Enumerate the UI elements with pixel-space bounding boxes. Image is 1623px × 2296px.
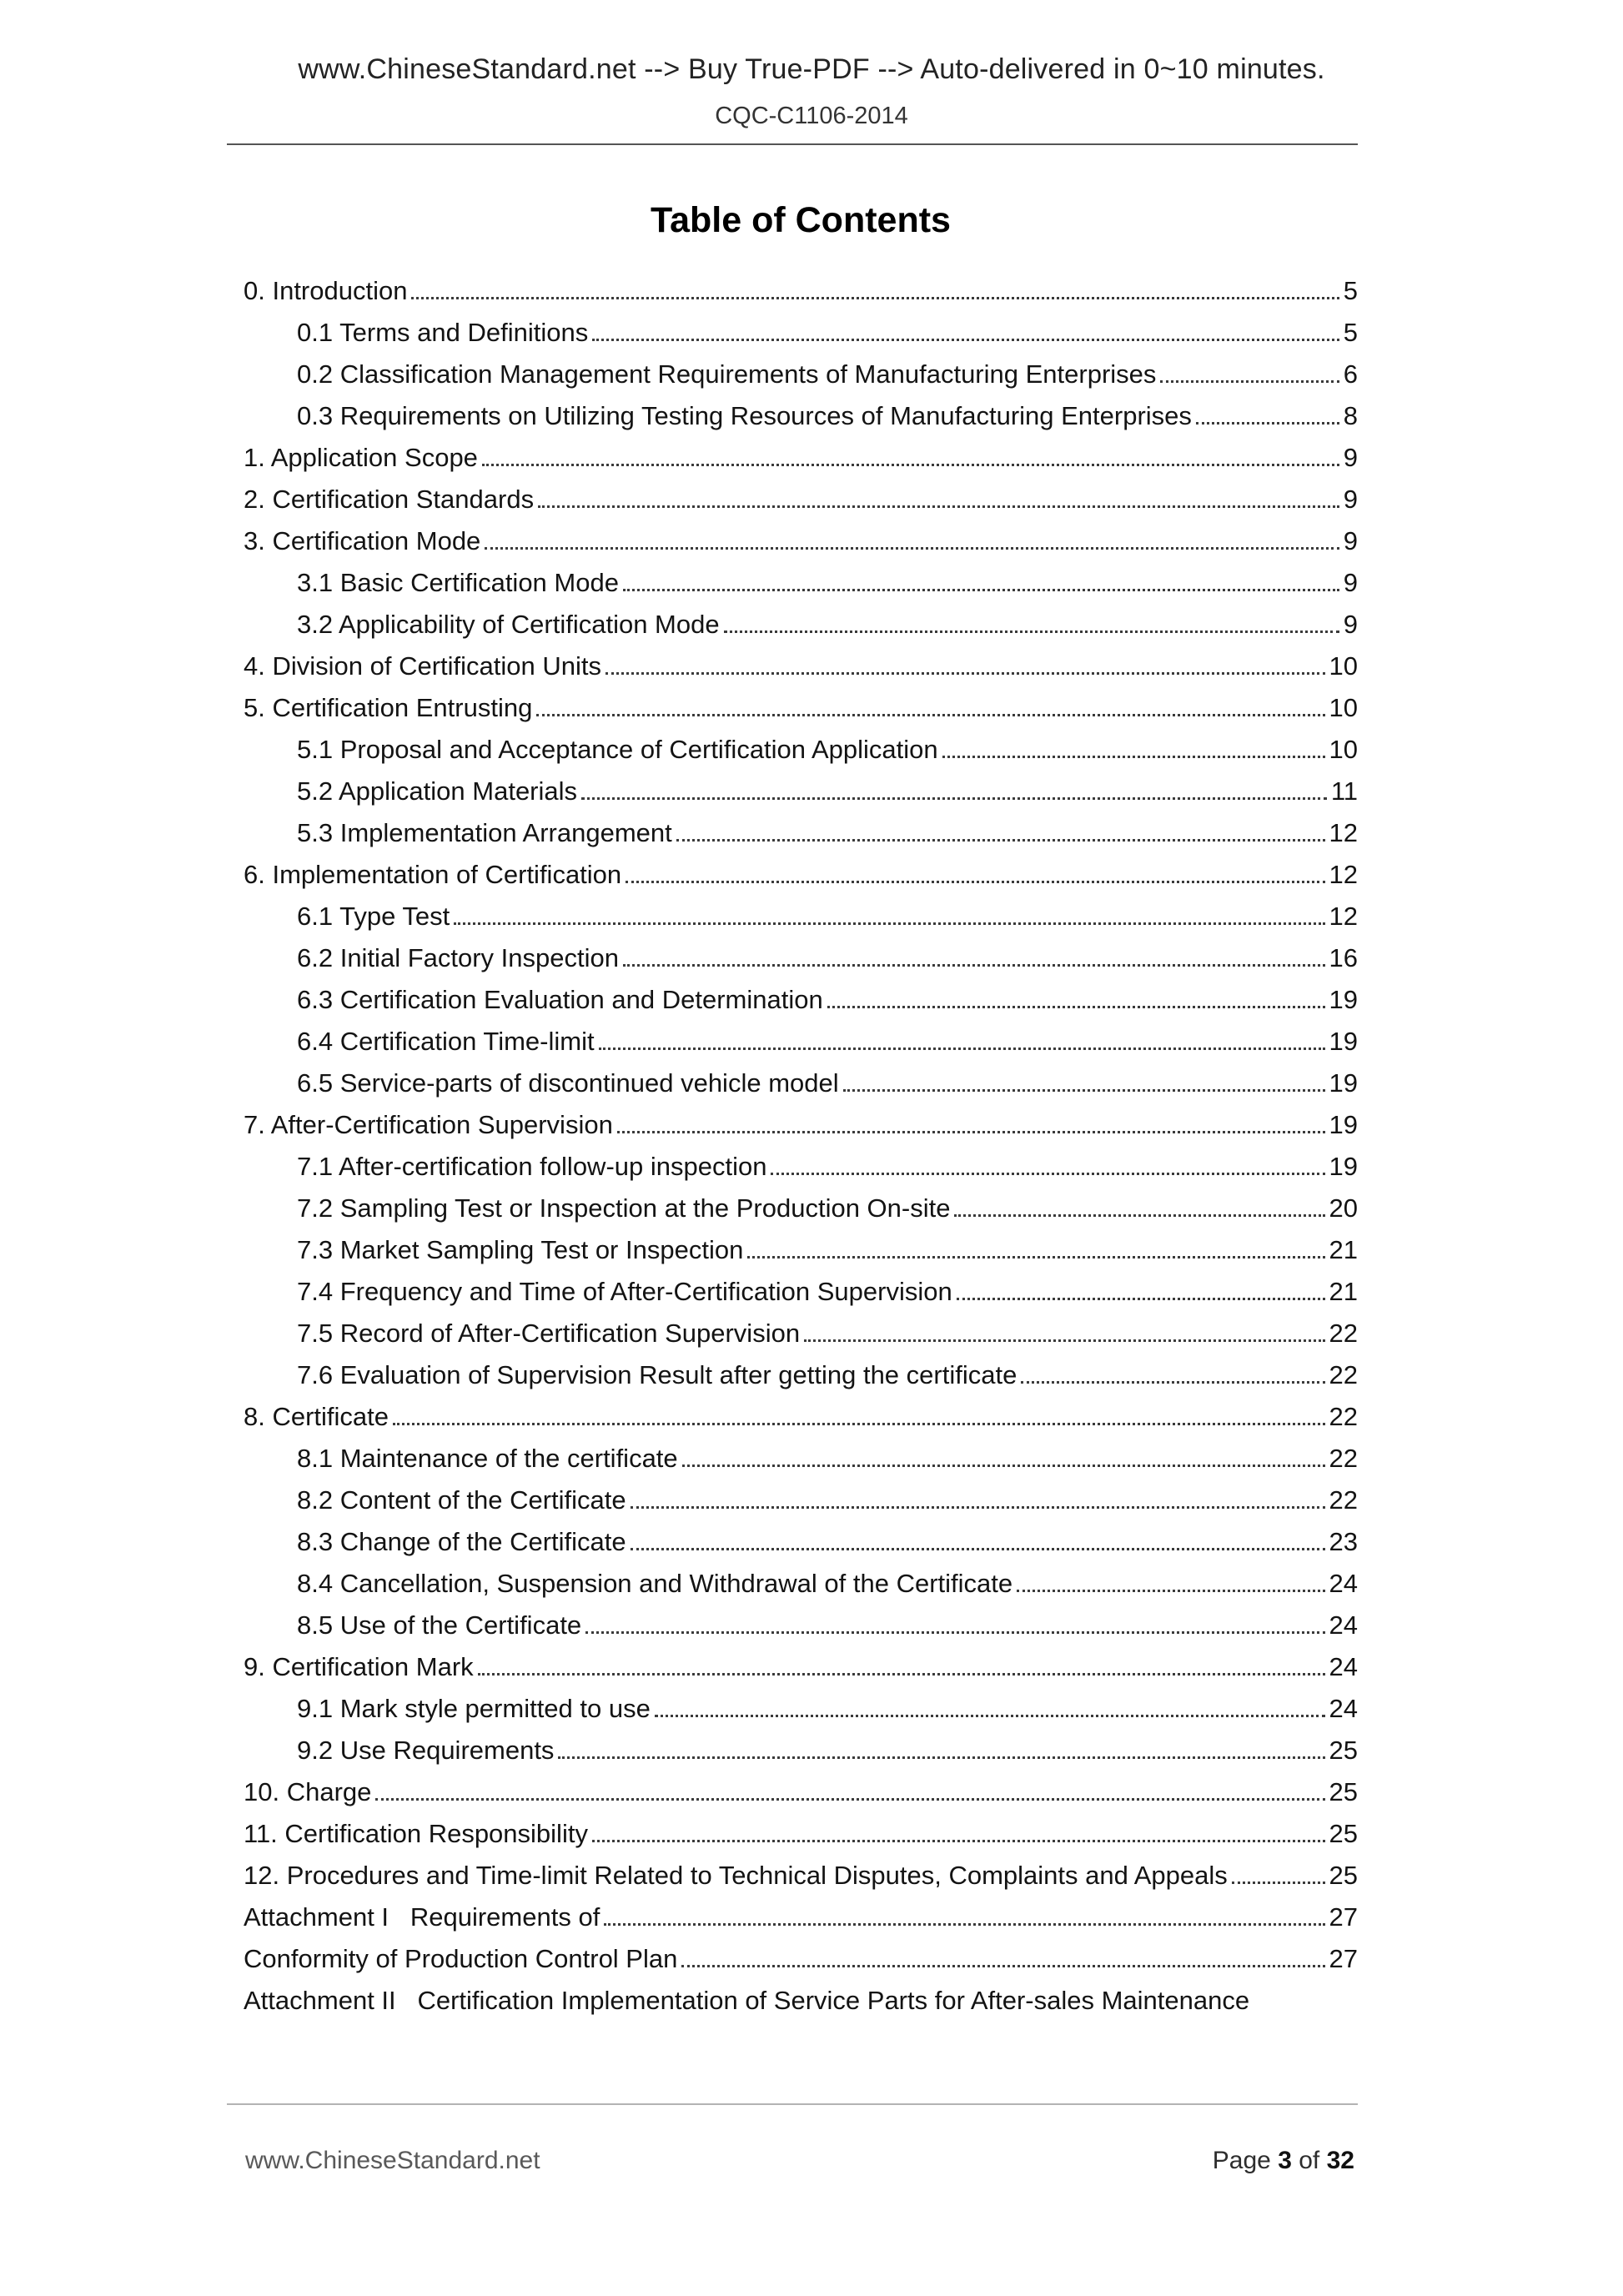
toc-entry-page: 22 [1329, 1485, 1358, 1515]
toc-entry[interactable] [244, 485, 1358, 526]
footer-row [227, 2147, 1358, 2175]
toc-entry-leader [485, 547, 1339, 550]
toc-entry[interactable] [244, 1610, 1358, 1652]
toc-entry-leader [957, 1298, 1325, 1300]
toc-entry-leader [747, 1256, 1324, 1259]
toc-entry-leader [375, 1798, 1324, 1801]
toc-entry[interactable] [244, 1694, 1358, 1736]
toc-entry-label: 8.1 Maintenance of the certificate [297, 1444, 678, 1473]
toc-entry-page: 8 [1343, 401, 1358, 430]
page-word: Page [1212, 2147, 1271, 2174]
of-word: of [1299, 2147, 1320, 2174]
toc-entry-page: 11 [1330, 776, 1358, 806]
toc-entry-page: 27 [1329, 1944, 1358, 1973]
toc-entry[interactable] [244, 1569, 1358, 1610]
toc-entry[interactable] [244, 401, 1358, 443]
toc-entry-label: 8.2 Content of the Certificate [297, 1485, 626, 1515]
toc-entry[interactable] [244, 1235, 1358, 1277]
toc-entry[interactable] [244, 902, 1358, 943]
toc-entry-page: 22 [1329, 1402, 1358, 1431]
toc-entry-leader [393, 1423, 1325, 1425]
toc-entry-label: Attachment II Certification Implementation of Service Parts for After-sales Maintenance [244, 1986, 1250, 2015]
toc-entry[interactable] [244, 359, 1358, 401]
toc-entry-page: 23 [1329, 1527, 1358, 1556]
toc-entry-label: 9.2 Use Requirements [297, 1736, 555, 1765]
current-page-number: 3 [1278, 2147, 1292, 2174]
total-page-number: 32 [1326, 2147, 1354, 2174]
toc-entry[interactable] [244, 1319, 1358, 1360]
toc-entry-label: 6.2 Initial Factory Inspection [297, 943, 619, 972]
toc-entry[interactable] [244, 1777, 1358, 1819]
toc-entry-page: 10 [1329, 651, 1358, 681]
toc-entry-leader [1232, 1882, 1325, 1884]
toc-entry[interactable] [244, 1277, 1358, 1319]
toc-entry-page: 9 [1343, 485, 1358, 514]
toc-entry-leader [617, 1131, 1325, 1133]
toc-entry-page: 16 [1329, 943, 1358, 972]
toc-entry-page: 24 [1329, 1569, 1358, 1598]
toc-entry-leader [626, 881, 1324, 883]
header-divider [227, 143, 1358, 145]
toc-entry-label: 7.1 After-certification follow-up inspection [297, 1152, 767, 1181]
toc-entry-page: 5 [1343, 318, 1358, 347]
toc-entry-label: 8. Certificate [244, 1402, 389, 1431]
toc-entry-label: 5. Certification Entrusting [244, 693, 533, 722]
header-promo-link[interactable]: www.ChineseStandard.net --> Buy True-PDF --> Auto-delivered in 0~10 minutes. [298, 53, 1325, 85]
toc-entry-label: 0.2 Classification Management Requirements of Manufacturing Enterprises [297, 359, 1157, 389]
toc-entry-page: 10 [1329, 735, 1358, 764]
toc-entry-label: 9. Certification Mark [244, 1652, 474, 1681]
toc-entry-label: 7.2 Sampling Test or Inspection at the Production On-site [297, 1193, 951, 1223]
toc-entry[interactable] [244, 693, 1358, 735]
toc-entry-page: 21 [1329, 1277, 1358, 1306]
toc-entry-leader [585, 1631, 1324, 1634]
toc-entry-label: 4. Division of Certification Units [244, 651, 601, 681]
toc-entry-leader [804, 1339, 1324, 1342]
toc-entry[interactable] [244, 1485, 1358, 1527]
toc-entry[interactable] [244, 610, 1358, 651]
toc-entry-leader [482, 464, 1339, 466]
toc-entry-label: 7.5 Record of After-Certification Supervision [297, 1319, 801, 1348]
toc-entry-page: 9 [1343, 568, 1358, 597]
toc-entry[interactable] [244, 318, 1358, 359]
toc-entry-leader [942, 756, 1325, 758]
page-indicator [1213, 2147, 1354, 2175]
toc-entry-page: 9 [1343, 443, 1358, 472]
toc-entry-leader [605, 672, 1325, 675]
toc-entry-page: 25 [1329, 1819, 1358, 1848]
toc-entry-label: Attachment I Requirements of [244, 1902, 600, 1932]
toc-entry[interactable] [244, 1193, 1358, 1235]
toc-entry-label: 10. Charge [244, 1777, 372, 1806]
toc-entry[interactable] [244, 1402, 1358, 1444]
toc-entry[interactable] [244, 985, 1358, 1027]
toc-entry[interactable] [244, 1819, 1358, 1861]
toc-entry-label: 8.4 Cancellation, Suspension and Withdrawal of the Certificate [297, 1569, 1013, 1598]
toc-entry-label: 3.2 Applicability of Certification Mode [297, 610, 720, 639]
toc-entry-label: Conformity of Production Control Plan [244, 1944, 678, 1973]
toc-entry[interactable] [244, 735, 1358, 776]
toc-entry-leader [631, 1506, 1325, 1509]
toc-entry-leader [843, 1089, 1325, 1092]
toc-entry[interactable] [244, 1068, 1358, 1110]
toc-entry-page: 25 [1329, 1861, 1358, 1890]
toc-entry-page: 27 [1329, 1902, 1358, 1932]
toc-entry-leader [536, 714, 1324, 716]
toc-entry[interactable] [244, 1861, 1358, 1902]
toc-entry-page: 19 [1329, 1152, 1358, 1181]
toc-entry-page: 25 [1329, 1736, 1358, 1765]
toc-entry[interactable] [244, 1110, 1358, 1152]
toc-entry-label: 5.3 Implementation Arrangement [297, 818, 672, 847]
toc-entry-label: 6.1 Type Test [297, 902, 450, 931]
toc-entry-page: 6 [1343, 359, 1358, 389]
toc-entry-page: 22 [1329, 1319, 1358, 1348]
toc-entry-label: 9.1 Mark style permitted to use [297, 1694, 651, 1723]
toc-entry-leader [655, 1715, 1325, 1717]
toc-entry[interactable] [244, 860, 1358, 902]
toc-entry-leader [478, 1673, 1325, 1676]
toc-entry-label: 7. After-Certification Supervision [244, 1110, 613, 1139]
toc-entry-leader [581, 797, 1327, 800]
toc-entry[interactable] [244, 1360, 1358, 1402]
toc-entry-leader [954, 1214, 1324, 1217]
toc-entry-label: 0.1 Terms and Definitions [297, 318, 589, 347]
toc-entry-leader [681, 1965, 1324, 1967]
toc-entry-leader [682, 1465, 1325, 1467]
toc-entry-leader [1196, 422, 1339, 425]
toc-entry-leader [1017, 1590, 1324, 1592]
toc-entry-label: 12. Procedures and Time-limit Related to Technical Disputes, Complaints and Appeals [244, 1861, 1228, 1890]
toc-entry-leader [538, 505, 1339, 508]
toc-entry-leader [454, 922, 1324, 925]
toc-entry-label: 7.6 Evaluation of Supervision Result after getting the certificate [297, 1360, 1018, 1389]
toc-entry-leader [676, 839, 1325, 842]
toc-entry-label: 2. Certification Standards [244, 485, 535, 514]
footer-divider [227, 2103, 1358, 2105]
toc-entry-page: 19 [1329, 1110, 1358, 1139]
toc-entry-label: 0. Introduction [244, 276, 408, 305]
toc-entry-page: 24 [1329, 1610, 1358, 1640]
toc-entry[interactable] [244, 776, 1358, 818]
toc-entry[interactable] [244, 1944, 1358, 1986]
toc-entry-page: 9 [1343, 610, 1358, 639]
toc-entry-page: 12 [1329, 818, 1358, 847]
toc-entry[interactable] [244, 943, 1358, 985]
toc-entry[interactable] [244, 1444, 1358, 1485]
toc-entry[interactable] [244, 1152, 1358, 1193]
toc-entry-page: 20 [1329, 1193, 1358, 1223]
toc-entry-label: 11. Certification Responsibility [244, 1819, 588, 1848]
toc-entry-leader [623, 589, 1339, 591]
toc-entry-label: 1. Application Scope [244, 443, 478, 472]
toc-entry-label: 8.3 Change of the Certificate [297, 1527, 626, 1556]
toc-entry-page: 5 [1343, 276, 1358, 305]
page-header [0, 0, 1623, 145]
toc-entry-leader [771, 1173, 1324, 1175]
toc-entry-page: 10 [1329, 693, 1358, 722]
toc-entry-label: 7.3 Market Sampling Test or Inspection [297, 1235, 744, 1264]
toc-entry-label: 6.4 Certification Time-limit [297, 1027, 595, 1056]
toc-entry-page: 22 [1329, 1444, 1358, 1473]
toc-entry-page: 21 [1329, 1235, 1358, 1264]
toc-entry-page: 9 [1343, 526, 1358, 555]
toc-entry-leader [1160, 380, 1339, 383]
toc-entry-leader [827, 1006, 1325, 1008]
toc-entry-page: 25 [1329, 1777, 1358, 1806]
toc-entry-leader [631, 1548, 1325, 1550]
toc-entry[interactable] [244, 1652, 1358, 1694]
toc-entry-page: 24 [1329, 1652, 1358, 1681]
toc-entry-leader [558, 1756, 1324, 1759]
toc-entry-label: 5.1 Proposal and Acceptance of Certification Application [297, 735, 938, 764]
toc-entry[interactable] [244, 1902, 1358, 1944]
toc-entry[interactable] [244, 1027, 1358, 1068]
toc-entry[interactable] [244, 443, 1358, 485]
toc-entry-page: 24 [1329, 1694, 1358, 1723]
toc-list [244, 276, 1358, 2027]
document-code: CQC-C1106-2014 [715, 103, 908, 129]
toc-entry-label: 0.3 Requirements on Utilizing Testing Resources of Manufacturing Enterprises [297, 401, 1192, 430]
toc-entry[interactable] [244, 568, 1358, 610]
toc-entry-page: 12 [1329, 902, 1358, 931]
toc-entry-page: 19 [1329, 1068, 1358, 1098]
toc-entry-label: 3. Certification Mode [244, 526, 481, 555]
toc-entry-leader [592, 1840, 1325, 1842]
toc-entry[interactable] [244, 526, 1358, 568]
toc-entry-leader [1021, 1381, 1324, 1384]
toc-entry-leader [604, 1923, 1324, 1926]
toc-entry-leader [724, 631, 1339, 633]
toc-entry-page: 12 [1329, 860, 1358, 889]
toc-entry-page: 19 [1329, 985, 1358, 1014]
toc-entry[interactable] [244, 276, 1358, 318]
toc-entry-leader [592, 339, 1339, 341]
page-footer [227, 2103, 1358, 2175]
toc-entry-label: 7.4 Frequency and Time of After-Certification Supervision [297, 1277, 952, 1306]
footer-site-link[interactable]: www.ChineseStandard.net [245, 2147, 540, 2174]
toc-entry-label: 6. Implementation of Certification [244, 860, 622, 889]
toc-entry-label: 5.2 Application Materials [297, 776, 578, 806]
toc-entry-leader [623, 964, 1325, 967]
toc-entry-leader [599, 1048, 1325, 1050]
toc-entry[interactable] [244, 1527, 1358, 1569]
toc-entry[interactable] [244, 1986, 1358, 2027]
toc-entry-page: 19 [1329, 1027, 1358, 1056]
toc-entry-page: 22 [1329, 1360, 1358, 1389]
toc-entry[interactable] [244, 651, 1358, 693]
toc-title: Table of Contents [651, 200, 951, 240]
toc-entry-leader [411, 297, 1339, 299]
toc-entry-label: 8.5 Use of the Certificate [297, 1610, 582, 1640]
toc-entry-label: 6.5 Service-parts of discontinued vehicle model [297, 1068, 839, 1098]
toc-entry[interactable] [244, 818, 1358, 860]
toc-entry-label: 3.1 Basic Certification Mode [297, 568, 619, 597]
toc-entry[interactable] [244, 1736, 1358, 1777]
toc-entry-label: 6.3 Certification Evaluation and Determination [297, 985, 823, 1014]
